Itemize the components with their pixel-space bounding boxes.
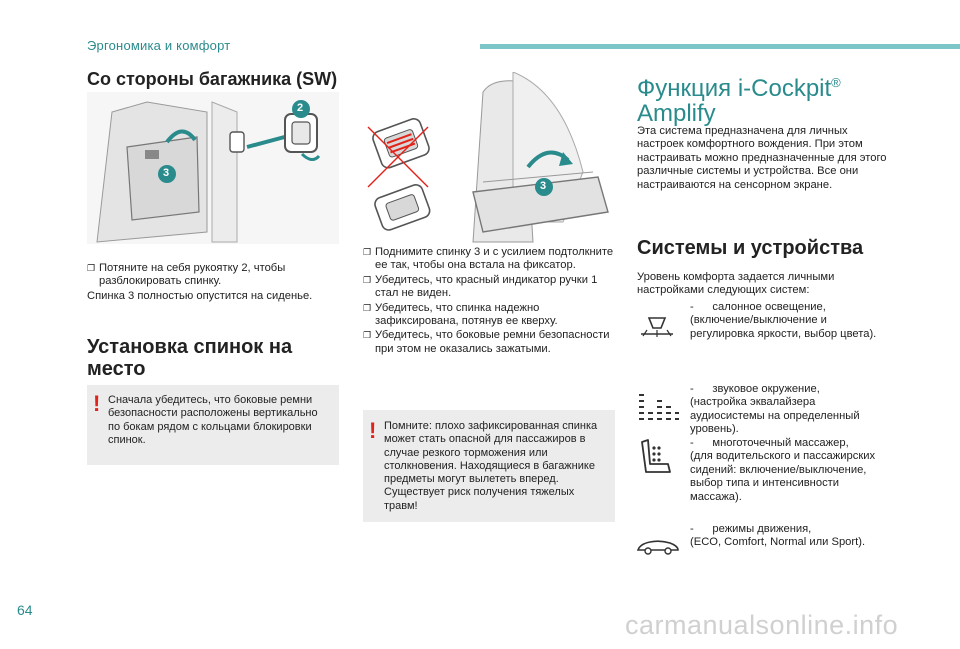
bullet-text: Потяните на себя рукоятку 2, чтобы разблокировать спинку. — [99, 262, 286, 288]
bullet-text: Поднимите спинку 3 и с усилием подтолкните ее так, чтобы она встала на фиксатор. — [375, 246, 614, 272]
warning-box-1 — [87, 385, 339, 465]
bullet-text: Убедитесь, что боковые ремни безопасности при этом не оказались зажатыми. — [375, 329, 610, 355]
list-item: - режимы движения, (ECO, Comfort, Normal или Sport). — [690, 523, 890, 550]
item-title: многоточечный массажер, — [712, 437, 849, 449]
seatback-illustration — [363, 72, 615, 244]
title-text: Функция i-Cockpit — [637, 75, 832, 102]
label-2: 2 — [297, 102, 304, 114]
item-desc: (включение/выключение и регулировка яркости, выбор цвета). — [690, 314, 877, 340]
bullet-icon: ❐ — [363, 330, 372, 341]
warning-icon: ! — [369, 418, 377, 443]
seat-massage-icon — [640, 438, 676, 478]
item-desc: (настройка эквалайзера аудиосистемы на определенный уровень). — [690, 396, 860, 436]
warning-box-2 — [363, 410, 615, 522]
label-3: 3 — [163, 167, 170, 179]
item-title: звуковое окружение, — [712, 383, 820, 395]
bullet-icon: ❐ — [87, 263, 96, 273]
label-3: 3 — [540, 180, 547, 192]
equalizer-icon — [637, 390, 679, 422]
section-header: Эргономика и комфорт — [87, 38, 231, 53]
warning-icon: ! — [93, 391, 101, 416]
page-number: 64 — [17, 602, 33, 618]
list-item: - многоточечный массажер, (для водительского и пассажирских сидений: включение/выключение, выбор типа и интенсивности массажа). — [690, 437, 890, 504]
bullet-icon: ❐ — [363, 247, 372, 257]
header-bar — [480, 44, 960, 49]
col1-title2: Установка спинок на место — [87, 336, 293, 380]
col3-title2: Системы и устройства — [637, 237, 864, 259]
col3-lead: Уровень комфорта задается личными настройками следующих систем: — [637, 271, 835, 297]
bullet-icon: ❐ — [363, 274, 372, 285]
item-desc: (ECO, Comfort, Normal или Sport). — [690, 536, 866, 549]
item-title: салонное освещение, — [712, 301, 826, 313]
bullet-item — [87, 262, 339, 289]
drive-mode-car-icon — [636, 536, 680, 556]
col3-intro: Эта система предназначена для личных настроек комфортного вождения. При этом настраивать можно предназначенные для этого различные системы и устройства. Все они настраиваются на сенсорном экране. — [637, 125, 887, 191]
registered-mark: ® — [831, 75, 841, 90]
ambient-light-icon — [637, 308, 677, 342]
col1-title: Со стороны багажника (SW) — [87, 69, 338, 89]
item-desc: (для водительского и пассажирских сидений: включение/выключение, выбор типа и интенсивности массажа). — [690, 450, 876, 503]
bullet-text: Убедитесь, что спинка надежно зафиксирована, потянув ее кверху. — [375, 301, 558, 328]
bullet-item — [363, 302, 615, 329]
note-text: Спинка 3 полностью опустится на сиденье. — [87, 289, 313, 302]
trunk-illustration — [87, 92, 339, 244]
col3-title — [637, 70, 897, 126]
warning-text: Помните: плохо зафиксированная спинка может стать опасной для пассажиров в случае резкого торможения или столкновения. Находящиеся в багажнике предметы могут вылететь вперед. Существует риск получения тяжелых травм! — [384, 420, 598, 512]
title-text-line2: Amplify — [637, 100, 716, 127]
bullet-item — [363, 329, 615, 356]
col1-text — [87, 262, 339, 303]
bullet-icon: ❐ — [363, 302, 372, 313]
bullet-item — [363, 246, 615, 273]
warning-text: Сначала убедитесь, что боковые ремни безопасности расположены вертикально по бокам рядом с кольцами блокировки спинок. — [108, 394, 318, 446]
bullet-item — [363, 274, 615, 301]
list-item: - салонное освещение, (включение/выключение и регулировка яркости, выбор цвета). — [690, 301, 890, 341]
list-item: - звуковое окружение, (настройка эквалайзера аудиосистемы на определенный уровень). — [690, 383, 890, 437]
bullet-text: Убедитесь, что красный индикатор ручки 1 стал не виден. — [375, 273, 598, 300]
col2-bullets — [363, 246, 615, 357]
item-title: режимы движения, — [712, 523, 812, 535]
watermark[interactable]: carmanualsonline.info — [625, 610, 899, 640]
